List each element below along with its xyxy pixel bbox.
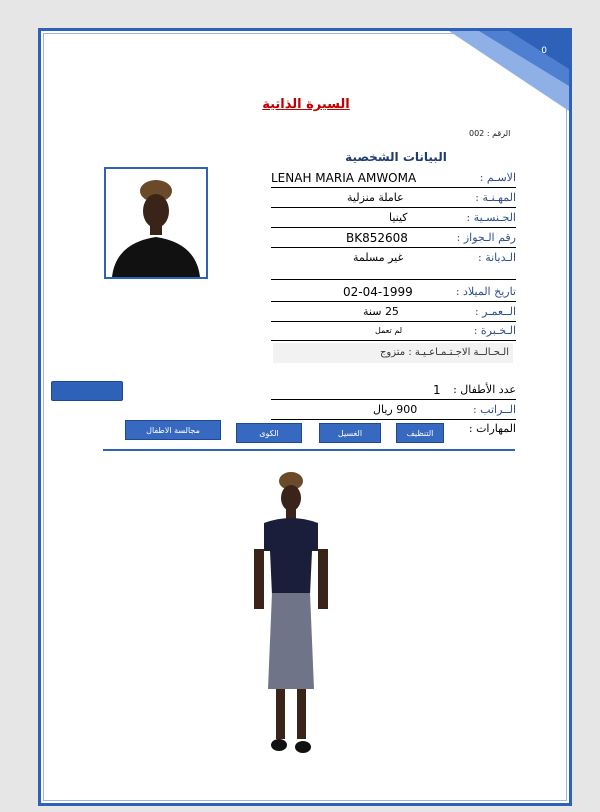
field-passport	[271, 229, 516, 248]
salary-value: 900 ريال	[373, 403, 418, 416]
blue-block	[51, 381, 123, 401]
full-body-photo	[246, 467, 336, 759]
profession-label: المهـنـة :	[475, 191, 516, 204]
field-children	[271, 381, 516, 400]
portrait-photo	[104, 167, 208, 279]
skill-washing[interactable]: الغسيل	[319, 423, 381, 443]
age-value: 25 سنة	[363, 305, 399, 318]
name-label: الاسـم :	[479, 171, 516, 184]
nationality-value: كينيا	[389, 211, 408, 224]
age-label: الــعمـر :	[474, 305, 516, 318]
field-profession	[271, 189, 516, 208]
skill-cleaning[interactable]: التنظيف	[396, 423, 444, 443]
personal-info-heading: البيانات الشخصية	[345, 150, 447, 164]
profession-value: عاملة منزلية	[347, 191, 404, 204]
marital-status-value: متزوج	[379, 347, 406, 358]
skills-label: المهارات :	[468, 422, 516, 435]
corner-decoration	[449, 31, 569, 111]
skill-ironing[interactable]: الكوى	[236, 423, 302, 443]
field-birthdate	[271, 283, 516, 302]
birthdate-label: تاريخ الميلاد :	[455, 285, 516, 298]
section-divider	[103, 449, 515, 451]
passport-value: BK852608	[346, 231, 408, 245]
field-religion	[271, 249, 516, 280]
experience-label: الـخـبرة :	[473, 324, 516, 337]
page-number: 0	[541, 46, 547, 56]
field-nationality	[271, 209, 516, 228]
field-experience	[271, 322, 516, 341]
religion-label: الـديانة :	[478, 251, 516, 264]
cv-title: السيرة الذاتية	[262, 97, 350, 112]
field-salary	[271, 401, 516, 420]
salary-label: الــراتب :	[472, 403, 516, 416]
religion-value: غير مسلمة	[353, 251, 404, 264]
marital-status	[273, 343, 513, 363]
children-value: 1	[433, 383, 441, 397]
marital-status-label: الـحـالــة الاجـتـمـاعـيـة :	[408, 347, 509, 358]
field-skills	[271, 420, 516, 438]
passport-label: رقم الـجواز :	[456, 231, 516, 244]
portrait-image	[106, 169, 206, 277]
birthdate-value: 02-04-1999	[343, 285, 413, 299]
field-age	[271, 303, 516, 322]
document-number: الرقم : 002	[469, 129, 511, 138]
nationality-label: الجـنسـية :	[466, 211, 516, 224]
cv-page	[38, 28, 572, 806]
experience-value: لم تعمل	[375, 326, 403, 335]
field-name	[271, 169, 516, 188]
name-value: LENAH MARIA AMWOMA	[271, 171, 417, 185]
children-label: عدد الأطفال :	[453, 383, 516, 396]
skill-childcare[interactable]: مجالسة الاطفال	[125, 420, 221, 440]
